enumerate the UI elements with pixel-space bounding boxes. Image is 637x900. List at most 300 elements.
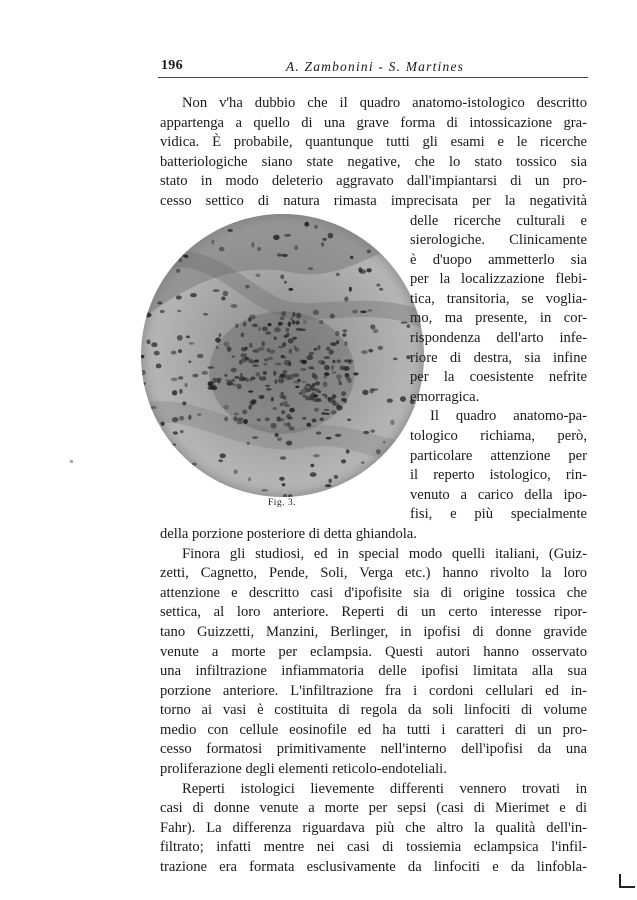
- cell-nucleus: [215, 337, 221, 342]
- cell-nucleus: [314, 375, 318, 380]
- cell-nucleus: [265, 417, 270, 421]
- cell-nucleus: [274, 336, 277, 340]
- text-line: della porzione posteriore di detta ghiandola.: [160, 526, 417, 542]
- cell-nucleus: [185, 383, 188, 387]
- cell-nucleus: [231, 379, 235, 382]
- cell-nucleus: [343, 329, 347, 332]
- cell-nucleus: [233, 417, 237, 422]
- cell-nucleus: [252, 364, 259, 367]
- cell-nucleus: [227, 229, 233, 232]
- cell-nucleus: [144, 313, 151, 318]
- cell-nucleus: [310, 472, 317, 477]
- cell-nucleus: [363, 431, 369, 435]
- cell-nucleus: [215, 482, 221, 485]
- cell-nucleus: [188, 360, 191, 363]
- cell-nucleus: [318, 390, 321, 393]
- cell-nucleus: [319, 320, 323, 324]
- cell-nucleus: [352, 310, 358, 314]
- cell-nucleus: [257, 247, 261, 251]
- cell-nucleus: [313, 454, 320, 457]
- text-line: venuto a carico della ipo-: [410, 487, 587, 503]
- cell-nucleus: [301, 360, 307, 364]
- cell-nucleus: [292, 312, 295, 317]
- cell-nucleus: [247, 442, 250, 445]
- cell-nucleus: [290, 317, 293, 321]
- text-line: tano Guizzetti, Manzini, Berlinger, in ipofisi di donne gravide: [160, 624, 587, 640]
- cell-nucleus: [335, 331, 339, 336]
- cell-nucleus: [280, 402, 284, 406]
- cell-nucleus: [141, 370, 145, 375]
- cell-nucleus: [238, 417, 244, 420]
- cell-nucleus: [381, 466, 386, 471]
- cell-nucleus: [336, 405, 343, 410]
- cell-nucleus: [286, 333, 290, 336]
- cell-nucleus: [150, 406, 157, 409]
- cell-nucleus: [300, 368, 306, 371]
- cell-nucleus: [306, 423, 311, 427]
- text-line: Fahr). La differenza riguardava più che altro la qualità dell'in-: [160, 820, 587, 836]
- cell-nucleus: [292, 320, 296, 325]
- text-line: porzione anteriore. L'infiltrazione fra i cordoni cellulari ed in-: [160, 683, 587, 699]
- cell-nucleus: [186, 220, 193, 225]
- cell-nucleus: [318, 360, 325, 364]
- cell-nucleus: [211, 240, 214, 245]
- cell-nucleus: [384, 462, 390, 466]
- cell-nucleus: [201, 371, 208, 375]
- cell-nucleus: [404, 442, 410, 445]
- cell-nucleus: [338, 379, 341, 382]
- cell-nucleus: [141, 456, 147, 459]
- cell-nucleus: [294, 245, 298, 250]
- cell-nucleus: [276, 416, 280, 421]
- cell-nucleus: [171, 351, 177, 355]
- cell-nucleus: [343, 398, 347, 403]
- cell-nucleus: [174, 471, 179, 476]
- cell-nucleus: [172, 390, 177, 395]
- cell-nucleus: [310, 464, 314, 468]
- cell-nucleus: [323, 356, 330, 359]
- text-line: medio con cellule eosinofile ed ha tutti i caratteri di un pro-: [160, 722, 587, 738]
- cell-nucleus: [225, 379, 231, 382]
- cell-nucleus: [306, 383, 311, 386]
- cell-nucleus: [284, 234, 291, 237]
- cell-nucleus: [219, 333, 222, 337]
- cell-nucleus: [314, 348, 318, 351]
- cell-nucleus: [224, 374, 227, 377]
- page-number: 196: [161, 58, 183, 73]
- cell-nucleus: [189, 481, 196, 484]
- cell-nucleus: [312, 383, 316, 387]
- cell-nucleus: [219, 247, 225, 251]
- cell-nucleus: [361, 461, 364, 464]
- text-line: stato in modo deleterio aggravato dall'impiantarsi di un pro-: [160, 173, 587, 189]
- cell-nucleus: [181, 469, 185, 474]
- cell-nucleus: [216, 346, 219, 349]
- cell-nucleus: [203, 313, 208, 316]
- cell-nucleus: [296, 313, 301, 319]
- cell-nucleus: [278, 346, 284, 348]
- text-line: Non v'ha dubbio che il quadro anatomo-istologico descritto: [182, 95, 587, 111]
- cell-nucleus: [336, 374, 341, 379]
- text-line: filtrato; infatti mentre nei casi di tossiemia eclampsica l'infil-: [160, 839, 587, 855]
- cell-nucleus: [390, 420, 394, 426]
- cell-nucleus: [306, 355, 313, 360]
- cell-nucleus: [341, 459, 346, 463]
- text-line: Il quadro anatomo-pa-: [430, 408, 587, 424]
- cell-nucleus: [234, 413, 239, 416]
- cell-nucleus: [283, 401, 287, 404]
- cell-nucleus: [347, 378, 351, 383]
- cell-nucleus: [332, 360, 335, 364]
- cell-nucleus: [284, 360, 291, 366]
- cell-nucleus: [261, 489, 268, 492]
- cell-nucleus: [283, 423, 288, 427]
- cell-nucleus: [258, 347, 265, 351]
- cell-nucleus: [303, 320, 307, 324]
- cell-nucleus: [170, 474, 175, 478]
- cell-nucleus: [270, 423, 276, 429]
- cell-nucleus: [213, 289, 220, 292]
- cell-nucleus: [173, 458, 179, 461]
- text-line: cesso settico di natura rimasta imprecisata per la negatività: [160, 193, 587, 209]
- cell-nucleus: [273, 371, 277, 376]
- text-line: batteriologiche siano state negative, che lo stato tossico sia: [160, 154, 587, 170]
- cell-nucleus: [181, 222, 186, 226]
- cell-nucleus: [393, 358, 398, 361]
- cell-nucleus: [141, 355, 144, 358]
- cell-nucleus: [171, 377, 178, 381]
- cell-nucleus: [304, 222, 309, 227]
- cell-nucleus: [313, 310, 319, 315]
- cell-nucleus: [294, 345, 297, 350]
- cell-nucleus: [157, 301, 162, 304]
- cell-nucleus: [401, 321, 408, 323]
- cell-nucleus: [177, 310, 181, 312]
- cell-nucleus: [312, 418, 317, 422]
- cell-nucleus: [155, 225, 160, 229]
- cell-nucleus: [188, 462, 192, 468]
- cell-nucleus: [281, 410, 285, 414]
- cell-nucleus: [302, 381, 306, 384]
- cell-nucleus: [176, 269, 180, 273]
- cell-nucleus: [233, 469, 237, 474]
- cell-nucleus: [249, 343, 253, 348]
- cell-nucleus: [311, 387, 315, 391]
- text-line: il reperto istologico, rin-: [410, 467, 587, 483]
- cell-nucleus: [261, 341, 265, 347]
- cell-nucleus: [280, 274, 284, 279]
- cell-nucleus: [179, 389, 183, 394]
- cell-nucleus: [197, 413, 201, 415]
- cell-nucleus: [281, 392, 284, 395]
- cell-nucleus: [236, 420, 242, 424]
- cell-nucleus: [292, 373, 299, 377]
- cell-nucleus: [271, 397, 274, 402]
- cell-nucleus: [173, 431, 178, 435]
- cell-nucleus: [302, 395, 307, 398]
- cell-nucleus: [268, 323, 272, 327]
- cell-nucleus: [286, 328, 290, 332]
- cell-nucleus: [308, 267, 313, 270]
- cell-nucleus: [344, 296, 348, 301]
- cell-nucleus: [353, 372, 358, 375]
- cell-nucleus: [254, 359, 259, 362]
- cell-nucleus: [245, 347, 248, 350]
- cell-nucleus: [179, 416, 184, 421]
- text-line: venute a morte per eclampsia. Questi autori hanno osservato: [160, 644, 587, 660]
- cell-nucleus: [284, 356, 287, 359]
- cell-nucleus: [328, 233, 334, 239]
- cell-nucleus: [366, 268, 371, 272]
- cell-nucleus: [294, 381, 300, 384]
- micrograph-figure: [141, 214, 424, 497]
- cell-nucleus: [332, 371, 337, 373]
- cell-nucleus: [296, 321, 300, 325]
- cell-nucleus: [342, 333, 346, 337]
- margin-speck: [70, 460, 73, 463]
- cell-nucleus: [343, 366, 350, 371]
- cell-nucleus: [365, 229, 371, 232]
- cell-nucleus: [331, 410, 337, 414]
- cell-nucleus: [208, 381, 214, 386]
- cell-nucleus: [220, 453, 226, 458]
- cell-nucleus: [337, 359, 341, 363]
- cell-nucleus: [319, 418, 324, 422]
- cell-nucleus: [400, 396, 406, 402]
- cell-nucleus: [289, 349, 292, 354]
- cell-nucleus: [240, 373, 243, 377]
- text-line: appartenga a quello di una grave forma di intossicazione gra-: [160, 115, 587, 131]
- cell-nucleus: [274, 327, 281, 332]
- cell-nucleus: [218, 459, 223, 462]
- cell-nucleus: [273, 407, 277, 410]
- cell-nucleus: [237, 384, 242, 389]
- cell-nucleus: [368, 349, 373, 353]
- cell-nucleus: [418, 412, 424, 416]
- cell-nucleus: [348, 359, 351, 364]
- cell-nucleus: [180, 457, 185, 460]
- cell-nucleus: [295, 385, 299, 388]
- cell-nucleus: [227, 346, 231, 348]
- cell-nucleus: [240, 353, 247, 357]
- cell-nucleus: [141, 382, 146, 385]
- cell-nucleus: [192, 462, 197, 465]
- cell-nucleus: [224, 417, 228, 422]
- cell-nucleus: [323, 375, 327, 379]
- text-line: tologico richiama, però,: [410, 428, 587, 444]
- cell-nucleus: [280, 374, 285, 378]
- cell-nucleus: [379, 288, 383, 291]
- cell-nucleus: [346, 449, 350, 453]
- cell-nucleus: [282, 483, 286, 486]
- cell-nucleus: [243, 419, 248, 424]
- cell-nucleus: [284, 281, 287, 284]
- cell-nucleus: [329, 349, 334, 354]
- cell-nucleus: [370, 492, 376, 496]
- text-line: fisi, e più specialmente: [410, 506, 587, 522]
- cell-nucleus: [275, 363, 282, 366]
- cell-nucleus: [341, 391, 346, 396]
- text-line: settica, al loro anteriore. Reperti di un certo interesse ripor-: [160, 604, 587, 620]
- figure-caption: Fig. 3.: [267, 498, 297, 508]
- corner-mark: [619, 874, 635, 888]
- cell-nucleus: [283, 395, 286, 401]
- text-line: Reperti istologici lievemente differenti vennero trovati in: [182, 781, 587, 797]
- cell-nucleus: [207, 366, 214, 368]
- cell-nucleus: [221, 296, 225, 300]
- cell-nucleus: [299, 392, 303, 395]
- cell-nucleus: [251, 399, 257, 404]
- cell-nucleus: [288, 338, 294, 343]
- text-line: è d'uopo ammetterlo sia: [410, 252, 587, 268]
- cell-nucleus: [376, 449, 381, 454]
- cell-nucleus: [178, 376, 183, 380]
- cell-nucleus: [336, 273, 340, 277]
- cell-nucleus: [332, 394, 337, 398]
- cell-nucleus: [321, 242, 324, 247]
- text-line: per la coesistente nefrite: [410, 369, 587, 385]
- cell-nucleus: [286, 441, 292, 446]
- cell-nucleus: [241, 332, 245, 337]
- cell-nucleus: [172, 417, 179, 422]
- cell-nucleus: [151, 342, 157, 347]
- cell-nucleus: [182, 255, 186, 258]
- cell-nucleus: [350, 256, 353, 260]
- text-line: trazione era formata esclusivamente da linfociti e da linfobla-: [160, 859, 587, 875]
- cell-nucleus: [347, 418, 351, 421]
- cell-nucleus: [182, 228, 185, 231]
- cell-nucleus: [360, 311, 367, 314]
- cell-nucleus: [251, 324, 258, 328]
- cell-nucleus: [383, 441, 386, 443]
- cell-nucleus: [335, 434, 342, 437]
- cell-nucleus: [283, 370, 287, 373]
- cell-nucleus: [323, 409, 329, 411]
- cell-nucleus: [179, 258, 182, 262]
- cell-nucleus: [279, 477, 284, 481]
- cell-nucleus: [378, 346, 383, 350]
- cell-nucleus: [268, 357, 273, 360]
- cell-nucleus: [349, 287, 352, 292]
- cell-nucleus: [277, 253, 282, 256]
- text-line: sierologiche. Clinicamente: [410, 232, 587, 248]
- cell-nucleus: [175, 229, 180, 232]
- cell-nucleus: [373, 329, 379, 333]
- cell-nucleus: [296, 328, 303, 331]
- text-line: riore di destra, sia infine: [410, 350, 587, 366]
- cell-nucleus: [252, 436, 258, 439]
- cell-nucleus: [326, 437, 332, 440]
- cell-nucleus: [263, 371, 267, 375]
- cell-nucleus: [387, 398, 393, 402]
- cell-nucleus: [330, 313, 335, 318]
- cell-nucleus: [330, 342, 337, 346]
- cell-nucleus: [302, 417, 306, 420]
- cell-nucleus: [144, 259, 148, 264]
- cell-nucleus: [344, 341, 347, 346]
- cell-nucleus: [362, 390, 368, 395]
- cell-nucleus: [235, 324, 238, 328]
- cell-nucleus: [144, 232, 147, 237]
- text-line: mo, ma presente, in cor-: [410, 310, 587, 326]
- cell-nucleus: [289, 426, 295, 430]
- cell-nucleus: [326, 347, 330, 351]
- cell-nucleus: [224, 341, 230, 346]
- cell-nucleus: [232, 355, 236, 358]
- cell-nucleus: [165, 484, 172, 488]
- text-line: vidica. È probabile, quantunque tutti gli esami e le ricerche: [160, 134, 587, 150]
- text-line: particolare attenzione per: [410, 448, 587, 464]
- text-line: proliferazione degli elementi reticolo-endoteliali.: [160, 761, 447, 777]
- cell-nucleus: [192, 374, 198, 378]
- cell-nucleus: [284, 404, 290, 407]
- cell-nucleus: [321, 412, 325, 414]
- cell-nucleus: [403, 487, 407, 490]
- micrograph-image: [141, 214, 424, 497]
- cell-nucleus: [186, 336, 190, 339]
- cell-nucleus: [274, 379, 277, 384]
- cell-nucleus: [282, 254, 288, 257]
- cell-nucleus: [180, 430, 184, 433]
- cell-nucleus: [336, 340, 339, 344]
- text-line: Finora gli studiosi, ed in special modo quelli italiani, (Guiz-: [182, 546, 587, 562]
- cell-nucleus: [376, 284, 380, 287]
- cell-nucleus: [275, 433, 279, 437]
- cell-nucleus: [369, 388, 374, 393]
- cell-nucleus: [171, 443, 176, 446]
- cell-nucleus: [245, 285, 249, 289]
- cell-nucleus: [317, 345, 320, 350]
- cell-nucleus: [156, 363, 162, 368]
- cell-nucleus: [281, 311, 286, 316]
- cell-nucleus: [367, 249, 371, 253]
- cell-nucleus: [265, 331, 271, 334]
- cell-nucleus: [257, 418, 261, 421]
- cell-nucleus: [223, 405, 229, 410]
- cell-nucleus: [324, 365, 330, 370]
- cell-nucleus: [278, 322, 282, 326]
- cell-nucleus: [190, 293, 197, 297]
- text-line: zetti, Cagnetto, Pende, Soli, Verga etc.) hanno rivolto la loro: [160, 565, 587, 581]
- cell-nucleus: [340, 492, 345, 494]
- cell-nucleus: [183, 216, 189, 221]
- cell-nucleus: [255, 372, 260, 377]
- cell-nucleus: [234, 376, 239, 379]
- cell-nucleus: [181, 214, 186, 218]
- cell-nucleus: [259, 395, 265, 399]
- cell-nucleus: [157, 471, 163, 477]
- cell-nucleus: [178, 349, 182, 353]
- cell-nucleus: [318, 398, 321, 400]
- text-line: rispondenza dell'arto infe-: [410, 330, 587, 346]
- text-line: torno ai vasi è costituita di regola da soli linfociti di volume: [160, 702, 587, 718]
- cell-nucleus: [245, 357, 249, 360]
- cell-nucleus: [280, 456, 286, 460]
- cell-nucleus: [322, 238, 327, 241]
- cell-nucleus: [189, 342, 195, 345]
- cell-nucleus: [264, 358, 268, 361]
- text-line: cesso formatosi primitivamente nell'interno dell'ipofisi da una: [160, 741, 587, 757]
- cell-nucleus: [182, 401, 186, 405]
- cell-nucleus: [248, 477, 251, 481]
- cell-nucleus: [177, 335, 183, 341]
- cell-nucleus: [249, 378, 252, 381]
- text-line: per la localizzazione flebi-: [410, 271, 587, 287]
- cell-nucleus: [308, 366, 313, 369]
- cell-nucleus: [255, 274, 260, 277]
- cell-nucleus: [313, 395, 319, 398]
- cell-nucleus: [286, 414, 291, 419]
